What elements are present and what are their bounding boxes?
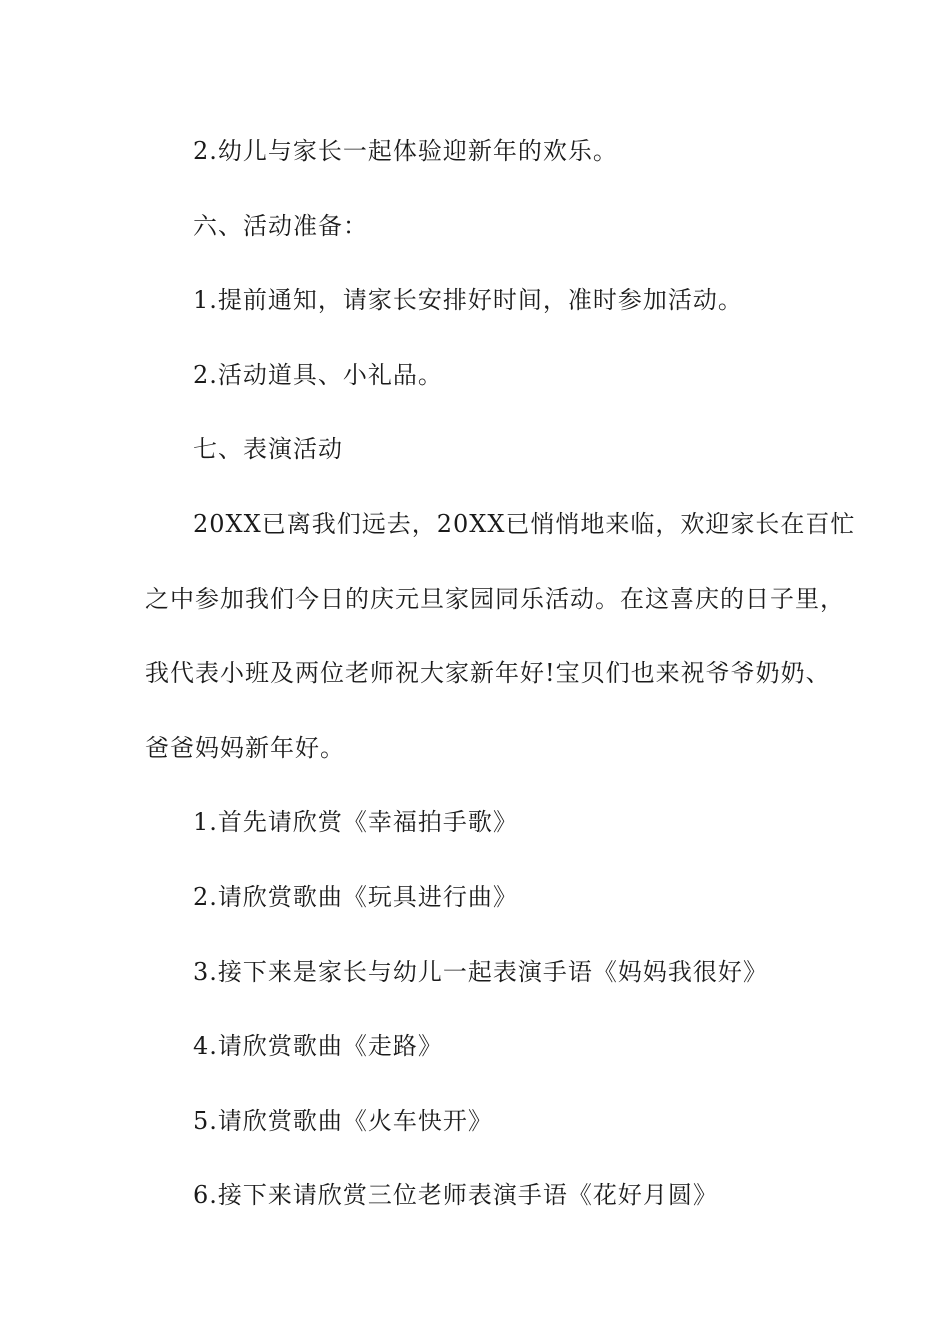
paragraph-speech-line-4: 爸爸妈妈新年好。 <box>145 734 345 762</box>
paragraph-prep-2: 2.活动道具、小礼品。 <box>193 361 443 389</box>
program-item-2: 2.请欣赏歌曲《玩具进行曲》 <box>193 883 518 911</box>
section-heading-performance: 七、表演活动 <box>193 435 343 463</box>
program-item-1: 1.首先请欣赏《幸福拍手歌》 <box>193 808 518 836</box>
paragraph-goal-2: 2.幼儿与家长一起体验迎新年的欢乐。 <box>193 137 618 165</box>
program-item-4: 4.请欣赏歌曲《走路》 <box>193 1032 443 1060</box>
paragraph-speech-line-3: 我代表小班及两位老师祝大家新年好!宝贝们也来祝爷爷奶奶、 <box>145 659 831 687</box>
program-item-3: 3.接下来是家长与幼儿一起表演手语《妈妈我很好》 <box>193 958 768 986</box>
paragraph-prep-1: 1.提前通知，请家长安排好时间，准时参加活动。 <box>193 286 743 314</box>
program-item-6: 6.接下来请欣赏三位老师表演手语《花好月圆》 <box>193 1181 718 1209</box>
paragraph-speech-line-1: 20XX已离我们远去，20XX已悄悄地来临，欢迎家长在百忙 <box>193 510 856 538</box>
paragraph-speech-line-2: 之中参加我们今日的庆元旦家园同乐活动。在这喜庆的日子里， <box>145 585 845 613</box>
program-item-5: 5.请欣赏歌曲《火车快开》 <box>193 1107 493 1135</box>
section-heading-preparation: 六、活动准备： <box>193 212 368 240</box>
